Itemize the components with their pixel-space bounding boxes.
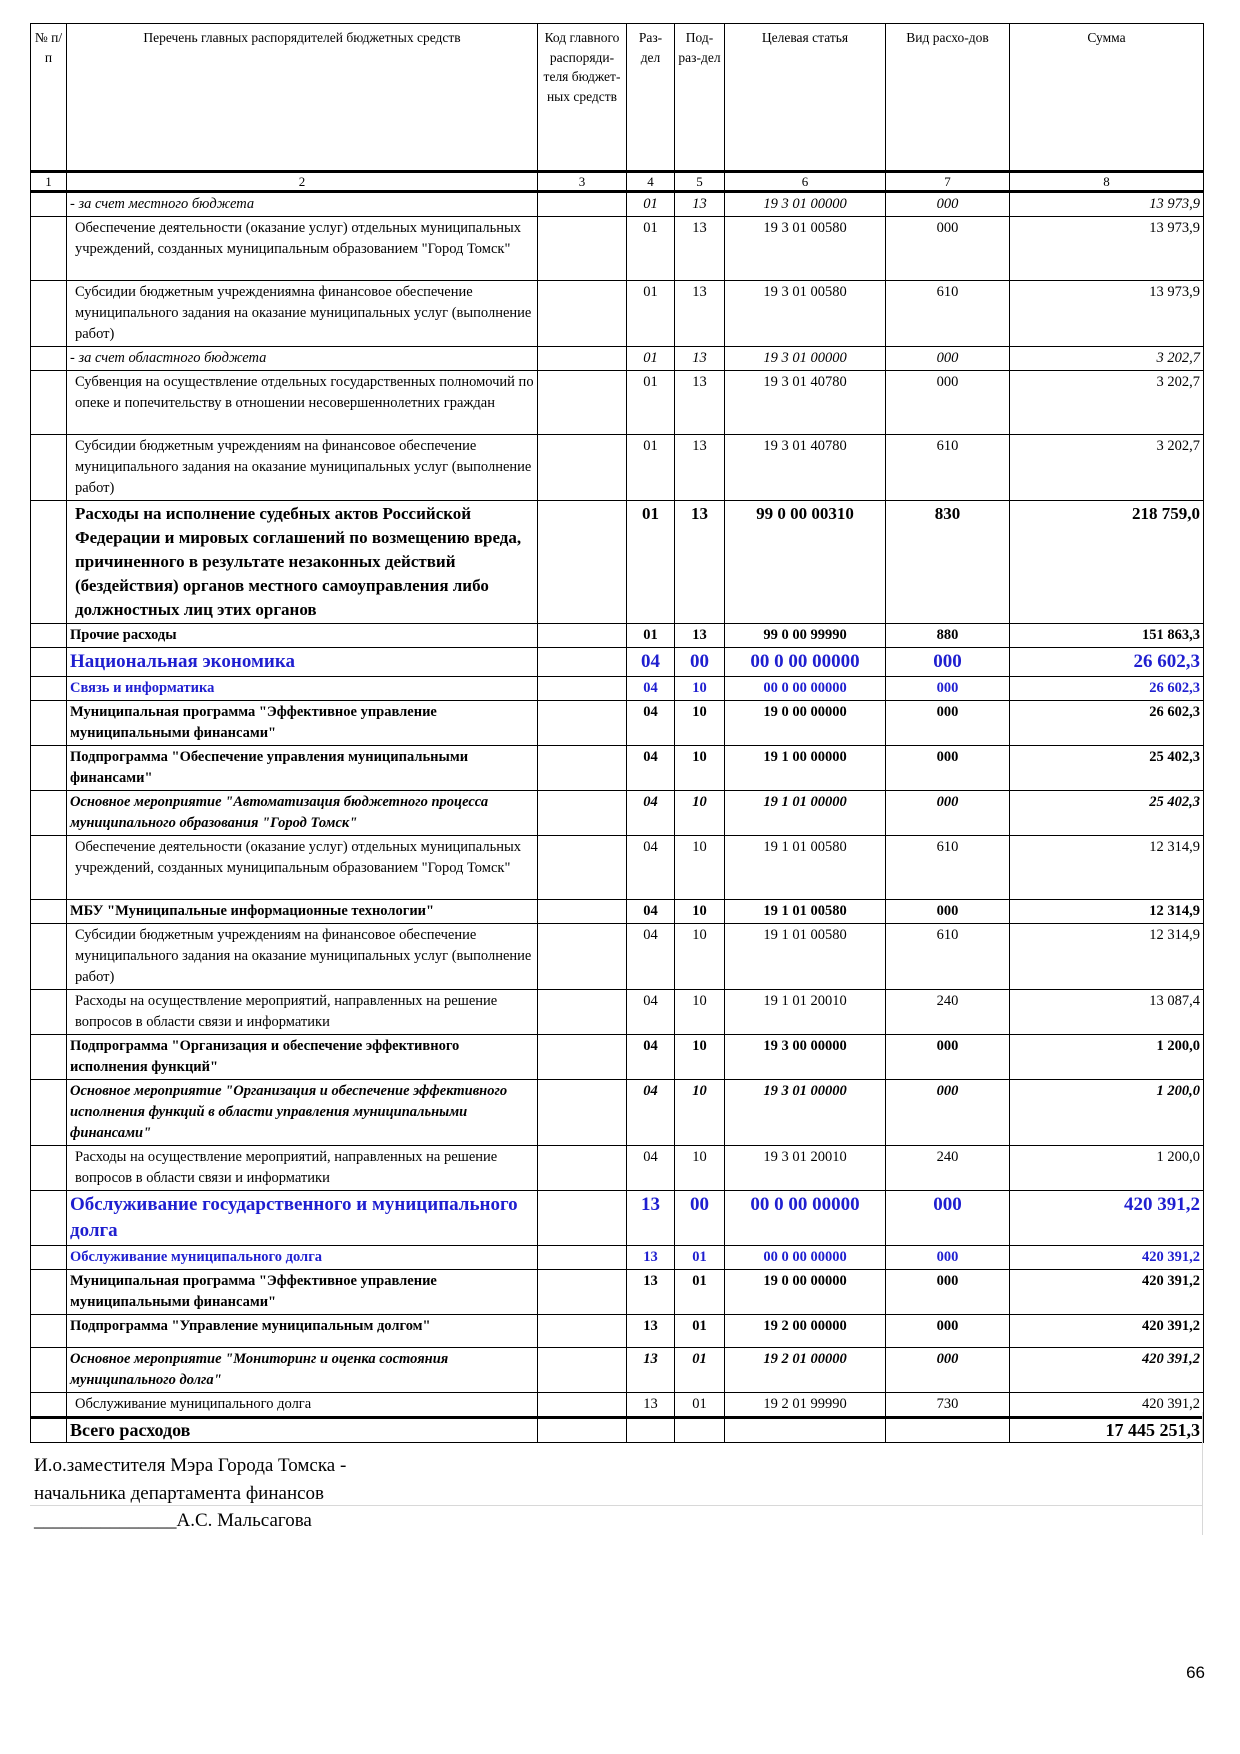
colnum: 7 (886, 172, 1010, 192)
row-name: Субсидии бюджетным учреждениям на финансовое обеспечение муниципального задания на оказание муниципальных услуг (выполнение работ) (67, 924, 538, 990)
row-code (538, 900, 627, 924)
row-section: 01 (627, 217, 675, 281)
colnum: 2 (67, 172, 538, 192)
row-section: 04 (627, 677, 675, 701)
total-empty (725, 1418, 886, 1443)
row-code (538, 836, 627, 900)
row-target: 19 3 01 40780 (725, 371, 886, 435)
row-subsection: 01 (675, 1246, 725, 1270)
row-num-cell (31, 1246, 67, 1270)
row-name: Субсидии бюджетным учреждениямна финансовое обеспечение муниципального задания на оказание муниципальных услуг (выполнение работ) (67, 281, 538, 347)
row-name: Подпрограмма "Обеспечение управления муниципальными финансами" (67, 746, 538, 791)
row-target: 19 3 01 20010 (725, 1146, 886, 1191)
row-target: 00 0 00 00000 (725, 1191, 886, 1246)
row-sum: 1 200,0 (1010, 1035, 1204, 1080)
table-row (31, 746, 1204, 791)
row-subsection: 13 (675, 435, 725, 501)
row-sum: 420 391,2 (1010, 1270, 1204, 1315)
row-target: 00 0 00 00000 (725, 1246, 886, 1270)
row-code (538, 217, 627, 281)
row-type: 000 (886, 347, 1010, 371)
row-name: Субвенция на осуществление отдельных государственных полномочий по опеке и попечительству в отношении несовершеннолетних граждан (67, 371, 538, 435)
row-code (538, 1315, 627, 1348)
row-target: 19 0 00 00000 (725, 1270, 886, 1315)
row-code (538, 924, 627, 990)
row-sum: 13 087,4 (1010, 990, 1204, 1035)
row-type: 000 (886, 1035, 1010, 1080)
row-section: 04 (627, 648, 675, 677)
header-subsection: Под-раз-дел (675, 24, 725, 172)
row-target: 19 2 01 00000 (725, 1348, 886, 1393)
row-subsection: 00 (675, 1191, 725, 1246)
row-type: 000 (886, 1246, 1010, 1270)
row-num-cell (31, 281, 67, 347)
row-name: Обслуживание муниципального долга (67, 1246, 538, 1270)
row-target: 19 1 01 20010 (725, 990, 886, 1035)
row-type: 000 (886, 746, 1010, 791)
row-type: 000 (886, 371, 1010, 435)
row-name: - за счет местного бюджета (67, 192, 538, 217)
row-code (538, 677, 627, 701)
table-row (31, 281, 1204, 347)
row-sum: 3 202,7 (1010, 347, 1204, 371)
row-target: 19 2 00 00000 (725, 1315, 886, 1348)
table-row (31, 900, 1204, 924)
row-num-cell (31, 648, 67, 677)
row-num-cell (31, 371, 67, 435)
row-section: 01 (627, 435, 675, 501)
row-section: 01 (627, 347, 675, 371)
signature-line-1: И.о.заместителя Мэра Города Томска - (34, 1455, 347, 1476)
row-code (538, 648, 627, 677)
row-target: 19 1 01 00580 (725, 900, 886, 924)
row-target: 19 3 01 00000 (725, 347, 886, 371)
table-row (31, 1246, 1204, 1270)
colnum: 3 (538, 172, 627, 192)
row-target: 19 3 01 00000 (725, 192, 886, 217)
row-type: 000 (886, 1270, 1010, 1315)
table-row (31, 648, 1204, 677)
row-num-cell (31, 701, 67, 746)
row-name: Расходы на осуществление мероприятий, направленных на решение вопросов в области связи и информатики (67, 990, 538, 1035)
row-target: 19 3 00 00000 (725, 1035, 886, 1080)
row-subsection: 10 (675, 836, 725, 900)
total-sum: 17 445 251,3 (1010, 1418, 1204, 1443)
header-row (31, 24, 1204, 172)
row-subsection: 10 (675, 924, 725, 990)
row-type: 000 (886, 900, 1010, 924)
row-sum: 420 391,2 (1010, 1393, 1204, 1418)
row-code (538, 192, 627, 217)
row-code (538, 435, 627, 501)
row-num-cell (31, 1146, 67, 1191)
row-subsection: 10 (675, 791, 725, 836)
row-code (538, 281, 627, 347)
table-row (31, 217, 1204, 281)
row-target: 19 3 01 00000 (725, 1080, 886, 1146)
row-name: Расходы на осуществление мероприятий, направленных на решение вопросов в области связи и информатики (67, 1146, 538, 1191)
row-num-cell (31, 1315, 67, 1348)
row-sum: 420 391,2 (1010, 1348, 1204, 1393)
row-type: 240 (886, 1146, 1010, 1191)
row-section: 04 (627, 1035, 675, 1080)
row-target: 19 3 01 40780 (725, 435, 886, 501)
row-name: Обслуживание муниципального долга (67, 1393, 538, 1418)
row-code (538, 1191, 627, 1246)
table-row (31, 192, 1204, 217)
row-subsection: 01 (675, 1393, 725, 1418)
total-empty (675, 1418, 725, 1443)
colnum: 6 (725, 172, 886, 192)
row-subsection: 01 (675, 1348, 725, 1393)
budget-table (30, 23, 1204, 1443)
row-num-cell (31, 791, 67, 836)
row-name: - за счет областного бюджета (67, 347, 538, 371)
header-target: Целевая статья (725, 24, 886, 172)
row-sum: 25 402,3 (1010, 746, 1204, 791)
row-num-cell (31, 677, 67, 701)
total-empty (627, 1418, 675, 1443)
row-section: 01 (627, 192, 675, 217)
row-subsection: 13 (675, 501, 725, 624)
row-type: 830 (886, 501, 1010, 624)
row-name: Основное мероприятие "Организация и обеспечение эффективного исполнения функций в области управления муниципальными финансами" (67, 1080, 538, 1146)
row-name: Муниципальная программа "Эффективное управление муниципальными финансами" (67, 701, 538, 746)
row-subsection: 13 (675, 281, 725, 347)
row-name: Прочие расходы (67, 624, 538, 648)
row-name: Национальная экономика (67, 648, 538, 677)
row-sum: 1 200,0 (1010, 1146, 1204, 1191)
row-subsection: 01 (675, 1270, 725, 1315)
row-subsection: 10 (675, 746, 725, 791)
row-section: 04 (627, 1080, 675, 1146)
row-code (538, 701, 627, 746)
row-type: 000 (886, 1315, 1010, 1348)
table-row (31, 990, 1204, 1035)
header-code: Код главного распоряди-теля бюджет-ных средств (538, 24, 627, 172)
row-section: 04 (627, 746, 675, 791)
column-numbers-row (31, 172, 1204, 192)
row-subsection: 10 (675, 677, 725, 701)
row-type: 000 (886, 1080, 1010, 1146)
row-target: 19 1 01 00580 (725, 924, 886, 990)
colnum: 8 (1010, 172, 1204, 192)
row-num-cell (31, 624, 67, 648)
row-section: 04 (627, 990, 675, 1035)
row-num-cell (31, 1080, 67, 1146)
row-name: Обеспечение деятельности (оказание услуг) отдельных муниципальных учреждений, созданных муниципальным образованием "Город Томск" (67, 836, 538, 900)
total-row (31, 1418, 1204, 1443)
row-code (538, 501, 627, 624)
row-name: Основное мероприятие "Автоматизация бюджетного процесса муниципального образования "Город Томск" (67, 791, 538, 836)
page-number: 66 (1186, 1663, 1205, 1682)
row-num-cell (31, 217, 67, 281)
row-type: 000 (886, 701, 1010, 746)
row-subsection: 13 (675, 371, 725, 435)
table-row (31, 1035, 1204, 1080)
row-type: 000 (886, 648, 1010, 677)
table-row (31, 1191, 1204, 1246)
row-sum: 13 973,9 (1010, 281, 1204, 347)
total-label: Всего расходов (67, 1418, 538, 1443)
table-row (31, 371, 1204, 435)
row-num-cell (31, 924, 67, 990)
row-name: Подпрограмма "Управление муниципальным долгом" (67, 1315, 538, 1348)
row-target: 99 0 00 99990 (725, 624, 886, 648)
row-target: 19 3 01 00580 (725, 217, 886, 281)
row-sum: 420 391,2 (1010, 1246, 1204, 1270)
row-section: 01 (627, 624, 675, 648)
row-num-cell (31, 192, 67, 217)
table-row (31, 924, 1204, 990)
table-row (31, 1393, 1204, 1418)
row-type: 000 (886, 791, 1010, 836)
table-row (31, 701, 1204, 746)
table-row (31, 1080, 1204, 1146)
row-subsection: 10 (675, 900, 725, 924)
row-type: 240 (886, 990, 1010, 1035)
row-subsection: 10 (675, 1035, 725, 1080)
total-empty (886, 1418, 1010, 1443)
row-num-cell (31, 435, 67, 501)
table-row (31, 1348, 1204, 1393)
row-sum: 420 391,2 (1010, 1191, 1204, 1246)
table-row (31, 677, 1204, 701)
table-row (31, 1315, 1204, 1348)
row-name: Обслуживание государственного и муниципального долга (67, 1191, 538, 1246)
table-body (31, 192, 1204, 1418)
row-code (538, 791, 627, 836)
total-num-cell (31, 1418, 67, 1443)
row-subsection: 10 (675, 990, 725, 1035)
row-target: 00 0 00 00000 (725, 648, 886, 677)
row-name: Обеспечение деятельности (оказание услуг) отдельных муниципальных учреждений, созданных муниципальным образованием "Город Томск" (67, 217, 538, 281)
row-sum: 3 202,7 (1010, 371, 1204, 435)
row-num-cell (31, 347, 67, 371)
row-subsection: 13 (675, 624, 725, 648)
row-section: 13 (627, 1393, 675, 1418)
row-section: 01 (627, 371, 675, 435)
row-target: 19 1 01 00580 (725, 836, 886, 900)
row-section: 04 (627, 1146, 675, 1191)
row-subsection: 10 (675, 1080, 725, 1146)
colnum: 4 (627, 172, 675, 192)
row-target: 19 1 01 00000 (725, 791, 886, 836)
row-sum: 218 759,0 (1010, 501, 1204, 624)
table-row (31, 791, 1204, 836)
table-row (31, 501, 1204, 624)
row-name: Связь и информатика (67, 677, 538, 701)
row-type: 000 (886, 192, 1010, 217)
row-num-cell (31, 836, 67, 900)
row-section: 13 (627, 1246, 675, 1270)
row-subsection: 13 (675, 347, 725, 371)
header-section: Раз-дел (627, 24, 675, 172)
row-subsection: 10 (675, 701, 725, 746)
row-subsection: 00 (675, 648, 725, 677)
row-name: Основное мероприятие "Мониторинг и оценка состояния муниципального долга" (67, 1348, 538, 1393)
row-section: 04 (627, 900, 675, 924)
row-section: 01 (627, 501, 675, 624)
table-row (31, 836, 1204, 900)
row-sum: 12 314,9 (1010, 924, 1204, 990)
colnum: 1 (31, 172, 67, 192)
row-sum: 12 314,9 (1010, 836, 1204, 900)
row-num-cell (31, 1191, 67, 1246)
row-code (538, 1348, 627, 1393)
row-section: 04 (627, 701, 675, 746)
row-num-cell (31, 900, 67, 924)
header-type: Вид расхо-дов (886, 24, 1010, 172)
row-target: 99 0 00 00310 (725, 501, 886, 624)
row-sum: 151 863,3 (1010, 624, 1204, 648)
row-sum: 12 314,9 (1010, 900, 1204, 924)
row-num-cell (31, 990, 67, 1035)
row-type: 730 (886, 1393, 1010, 1418)
row-sum: 1 200,0 (1010, 1080, 1204, 1146)
row-type: 000 (886, 677, 1010, 701)
table-row (31, 435, 1204, 501)
row-subsection: 10 (675, 1146, 725, 1191)
colnum: 5 (675, 172, 725, 192)
row-section: 13 (627, 1270, 675, 1315)
table-row (31, 624, 1204, 648)
row-sum: 420 391,2 (1010, 1315, 1204, 1348)
row-section: 04 (627, 836, 675, 900)
row-sum: 13 973,9 (1010, 217, 1204, 281)
row-section: 13 (627, 1191, 675, 1246)
row-sum: 26 602,3 (1010, 701, 1204, 746)
row-num-cell (31, 1270, 67, 1315)
row-num-cell (31, 1393, 67, 1418)
total-empty (538, 1418, 627, 1443)
row-sum: 13 973,9 (1010, 192, 1204, 217)
row-section: 01 (627, 281, 675, 347)
divider (1202, 1412, 1203, 1535)
table-row (31, 1270, 1204, 1315)
row-section: 13 (627, 1315, 675, 1348)
row-type: 000 (886, 1348, 1010, 1393)
row-code (538, 1393, 627, 1418)
row-subsection: 13 (675, 217, 725, 281)
row-target: 19 0 00 00000 (725, 701, 886, 746)
row-type: 610 (886, 435, 1010, 501)
row-type: 000 (886, 217, 1010, 281)
row-code (538, 1246, 627, 1270)
row-sum: 26 602,3 (1010, 648, 1204, 677)
row-target: 19 1 00 00000 (725, 746, 886, 791)
table-row (31, 1146, 1204, 1191)
row-name: Субсидии бюджетным учреждениям на финансовое обеспечение муниципального задания на оказание муниципальных услуг (выполнение работ) (67, 435, 538, 501)
row-sum: 3 202,7 (1010, 435, 1204, 501)
row-sum: 26 602,3 (1010, 677, 1204, 701)
row-code (538, 1035, 627, 1080)
row-section: 04 (627, 924, 675, 990)
row-type: 610 (886, 836, 1010, 900)
row-code (538, 371, 627, 435)
row-section: 13 (627, 1348, 675, 1393)
row-code (538, 746, 627, 791)
signature-line-3: _______________А.С. Мальсагова (34, 1510, 312, 1531)
signature-line-2: начальника департамента финансов (34, 1483, 325, 1504)
row-type: 880 (886, 624, 1010, 648)
row-code (538, 347, 627, 371)
header-name: Перечень главных распорядителей бюджетных средств (67, 24, 538, 172)
row-name: МБУ "Муниципальные информационные технологии" (67, 900, 538, 924)
row-code (538, 990, 627, 1035)
row-code (538, 1080, 627, 1146)
row-target: 00 0 00 00000 (725, 677, 886, 701)
row-code (538, 1270, 627, 1315)
row-num-cell (31, 501, 67, 624)
row-num-cell (31, 1035, 67, 1080)
row-code (538, 624, 627, 648)
header-sum: Сумма (1010, 24, 1204, 172)
row-target: 19 2 01 99990 (725, 1393, 886, 1418)
row-section: 04 (627, 791, 675, 836)
row-type: 000 (886, 1191, 1010, 1246)
header-num: № п/п (31, 24, 67, 172)
row-code (538, 1146, 627, 1191)
row-type: 610 (886, 281, 1010, 347)
row-num-cell (31, 746, 67, 791)
row-target: 19 3 01 00580 (725, 281, 886, 347)
table-row (31, 347, 1204, 371)
row-num-cell (31, 1348, 67, 1393)
row-name: Расходы на исполнение судебных актов Российской Федерации и мировых соглашений по возмещению вреда, причиненного в результате незаконных действий (бездействия) органов местного самоуправления либо должностных лиц этих органов (67, 501, 538, 624)
row-sum: 25 402,3 (1010, 791, 1204, 836)
row-subsection: 13 (675, 192, 725, 217)
row-name: Муниципальная программа "Эффективное управление муниципальными финансами" (67, 1270, 538, 1315)
row-subsection: 01 (675, 1315, 725, 1348)
row-type: 610 (886, 924, 1010, 990)
row-name: Подпрограмма "Организация и обеспечение эффективного исполнения функций" (67, 1035, 538, 1080)
